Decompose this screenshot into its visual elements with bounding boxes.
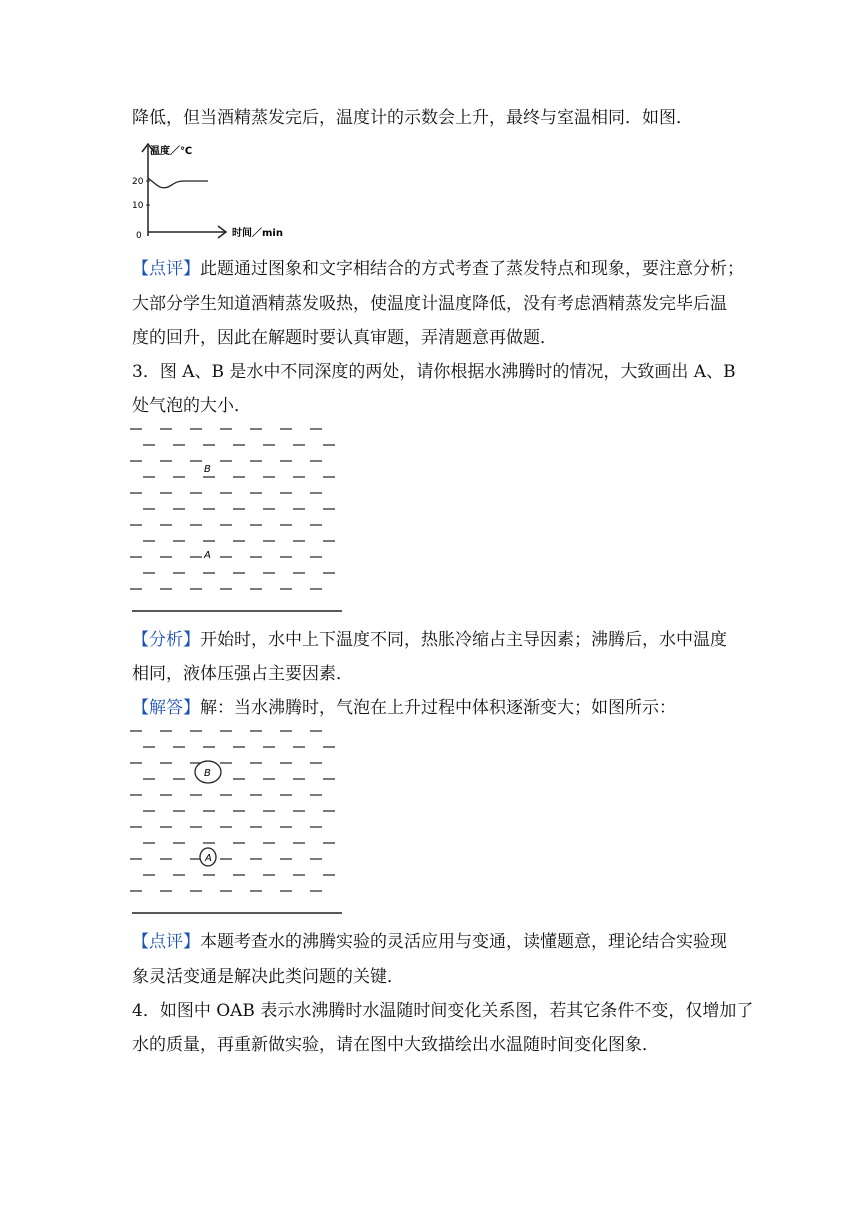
answer-tag: 【解答】 — [132, 698, 200, 718]
water-dashes — [130, 731, 335, 891]
analysis-tag: 【分析】 — [132, 630, 200, 650]
water-depth-figure — [128, 424, 348, 616]
water-dashes — [130, 429, 335, 589]
y-axis-label: 温度／℃ — [150, 146, 193, 157]
water-bubble-figure — [128, 726, 348, 918]
comment-line: 大部分学生知道酒精蒸发吸热，使温度计温度降低，没有考虑酒精蒸发完毕后温 — [132, 294, 727, 314]
tick-label: 0 — [136, 231, 142, 241]
point-a-label: A — [205, 853, 212, 864]
question-line: 4．如图中 OAB 表示水沸腾时水温随时间变化关系图，若其它条件不变，仅增加了 — [132, 1001, 754, 1021]
comment-line: 度的回升，因此在解题时要认真审题，弄清题意再做题． — [132, 328, 557, 348]
tick-label: 10 — [132, 201, 144, 211]
x-axis-label: 时间／min — [232, 228, 283, 239]
question-line: 处气泡的大小． — [132, 396, 251, 416]
paragraph-line: 降低，但当酒精蒸发完后，温度计的示数会上升，最终与室温相同．如图． — [132, 108, 693, 128]
point-b-label: B — [204, 768, 211, 779]
point-b-label: B — [204, 464, 211, 475]
point-a-label: A — [204, 550, 211, 561]
comment-tag: 【点评】 — [132, 259, 200, 279]
analysis-line: 【分析】开始时，水中上下温度不同，热胀冷缩占主导因素；沸腾后，水中温度 — [132, 630, 727, 650]
tick-label: 20 — [132, 177, 144, 187]
temperature-time-graph — [128, 140, 298, 244]
analysis-line: 相同，液体压强占主要因素． — [132, 664, 353, 684]
comment-line: 象灵活变通是解决此类问题的关键． — [132, 967, 404, 987]
comment-tag: 【点评】 — [132, 932, 200, 952]
question-line: 3．图 A、B 是水中不同深度的两处，请你根据水沸腾时的情况，大致画出 A、B — [132, 362, 736, 382]
answer-line: 【解答】解：当水沸腾时，气泡在上升过程中体积逐渐变大；如图所示： — [132, 698, 676, 718]
question-line: 水的质量，再重新做实验，请在图中大致描绘出水温随时间变化图象． — [132, 1035, 659, 1055]
comment-line: 【点评】本题考查水的沸腾实验的灵活应用与变通，读懂题意，理论结合实验现 — [132, 932, 727, 952]
comment-line: 【点评】此题通过图象和文字相结合的方式考查了蒸发特点和现象，要注意分析； — [132, 259, 744, 279]
